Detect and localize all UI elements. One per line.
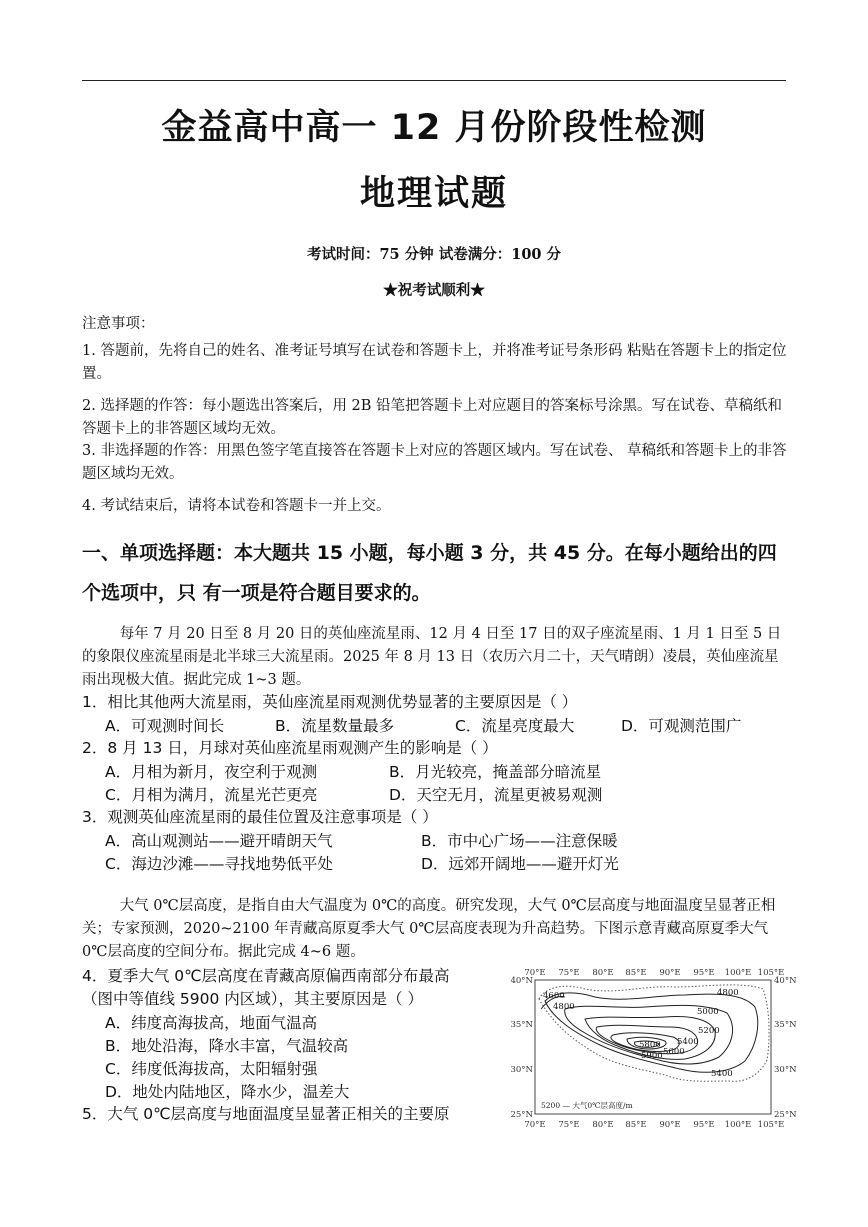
lat-label: 25°N [510,1110,533,1120]
contour-label: 5400 [711,1069,733,1079]
lon-label-bottom: 85°E [625,1120,647,1130]
q3-option-c[interactable]: C．海边沙滩——寻找地势低平处 [105,855,333,873]
top-rule [82,80,786,81]
q4-option-d[interactable]: D．地处内陆地区，降水少，温差大 [105,1083,350,1101]
exam-info: 考试时间：75 分钟 试卷满分：100 分 [306,246,562,263]
q2-option-d[interactable]: D．天空无月，流星更被易观测 [389,786,603,804]
q2-option-c[interactable]: C．月相为满月，流星光芒更亮 [105,786,318,804]
lat-label: 30°N [510,1065,533,1075]
question-4-stem-line2: （图中等值线 5900 内区域），其主要原因是（ ） [82,990,423,1008]
lon-label-bottom: 105°E [757,1120,785,1130]
contour-label: 5000 [697,1007,719,1017]
contour-label: 4800 [553,1002,575,1012]
q1-option-b[interactable]: B．流星数量最多 [275,717,395,735]
lon-label-bottom: 95°E [693,1120,715,1130]
lon-label: 75°E [558,968,580,978]
notes-heading: 注意事项： [82,316,155,332]
q4-option-b[interactable]: B．地处沿海，降水丰富，气温较高 [105,1037,349,1055]
lat-label: 40°N [510,976,533,986]
lat-label-right: 25°N [774,1110,797,1120]
lon-label-bottom: 100°E [724,1120,752,1130]
good-luck: ★祝考试顺利★ [383,282,485,299]
lon-label: 85°E [625,968,647,978]
note-item-3: 3. 非选择题的作答：用黑色签字笔直接答在答题卡上对应的答题区域内。写在试卷、 草稿纸和答题卡上的非答题区域均无效。 [82,443,787,482]
contour-label: 5900 [641,1051,663,1061]
q1-option-a[interactable]: A．可观测时间长 [105,717,225,735]
question-1-stem: 1．相比其他两大流星雨，英仙座流星雨观测优势显著的主要原因是（ ） [82,693,578,711]
map-legend: 5200 — 大气0℃层高度/m [541,1101,633,1110]
q2-option-b[interactable]: B．月光较亮，掩盖部分暗流星 [389,763,602,781]
lon-label: 100°E [724,968,752,978]
lon-label: 105°E [757,968,785,978]
subject-title: 地理试题 [359,174,508,214]
lon-label-bottom: 70°E [524,1120,546,1130]
lon-label: 90°E [659,968,681,978]
q4-option-a[interactable]: A．纬度高海拔高，地面气温高 [105,1014,318,1032]
note-item-1: 1. 答题前，先将自己的姓名、准考证号填写在试卷和答题卡上，并将准考证号条形码 粘贴在答题卡上的指定位置。 [82,343,787,382]
q3-option-a[interactable]: A．高山观测站——避开晴朗天气 [105,832,333,850]
lon-label-bottom: 80°E [592,1120,614,1130]
lat-label-right: 35°N [774,1020,797,1030]
lon-label: 95°E [693,968,715,978]
passage-2: 大气 0℃层高度，是指自由大气温度为 0℃的高度。研究发现，大气 0℃层高度与地面温度呈显著正相关；专家预测，2020~2100 年青藏高原夏季大气 0℃层高度表现为升高趋势。下图示意青藏高原夏季大气 0℃层高度的空间分布。据此完成 4~6 题。 [82,898,776,960]
question-3-stem: 3．观测英仙座流星雨的最佳位置及注意事项是（ ） [82,808,438,826]
lon-label: 80°E [592,968,614,978]
lon-label-bottom: 90°E [659,1120,681,1130]
contour-label: 4600 [543,991,565,1001]
question-5-stem-line1: 5．大气 0℃层高度与地面温度呈显著正相关的主要原 [82,1105,450,1123]
q4-option-c[interactable]: C．纬度低海拔高，太阳辐射强 [105,1060,318,1078]
question-4-stem-line1: 4．夏季大气 0℃层高度在青藏高原偏西南部分布最高 [82,967,450,985]
contour-label: 5200 [698,1026,720,1036]
note-item-2: 2. 选择题的作答：每小题选出答案后，用 2B 铅笔把答题卡上对应题目的答案标号涂黑。写在试卷、草稿纸和答题卡上的非答题区域均无效。 [82,398,783,437]
lon-label: 70°E [524,968,546,978]
passage-1: 每年 7 月 20 日至 8 月 20 日的英仙座流星雨、12 月 4 日至 17 日的双子座流星雨、1 月 1 日至 5 日的象限仪座流星雨是北半球三大流星雨。2025 年 8 月 13 日（农历六月二十，天气晴朗）凌晨，英仙座流星雨出现极大值。据此完成 1~3 题。 [82,626,782,688]
contour-label: 5400 [677,1037,699,1047]
lon-label-bottom: 75°E [558,1120,580,1130]
q3-option-b[interactable]: B．市中心广场——注意保暖 [421,832,618,850]
contour-label: 5600 [663,1047,685,1057]
note-item-4: 4. 考试结束后，请将本试卷和答题卡一并上交。 [82,498,391,514]
lat-label-right: 30°N [774,1065,797,1075]
lat-label: 35°N [510,1020,533,1030]
q1-option-d[interactable]: D．可观测范围广 [621,717,742,735]
section-heading: 一、单项选择题：本大题共 15 小题，每小题 3 分，共 45 分。在每小题给出的四个选项中，只 有一项是符合题目要求的。 [82,542,777,604]
question-2-stem: 2．8 月 13 日，月球对英仙座流星雨观测产生的影响是（ ） [82,739,498,757]
q3-option-d[interactable]: D．远郊开阔地——避开灯光 [421,855,619,873]
q2-option-a[interactable]: A．月相为新月，夜空利于观测 [105,763,318,781]
contour-label: 4800 [717,988,739,998]
contour-label: 5800 [639,1040,661,1050]
q1-option-c[interactable]: C．流星亮度最大 [455,717,575,735]
contour-map [505,965,803,1135]
lat-label-right: 40°N [774,976,797,986]
exam-title: 金益高中高一 12 月份阶段性检测 [161,108,707,148]
